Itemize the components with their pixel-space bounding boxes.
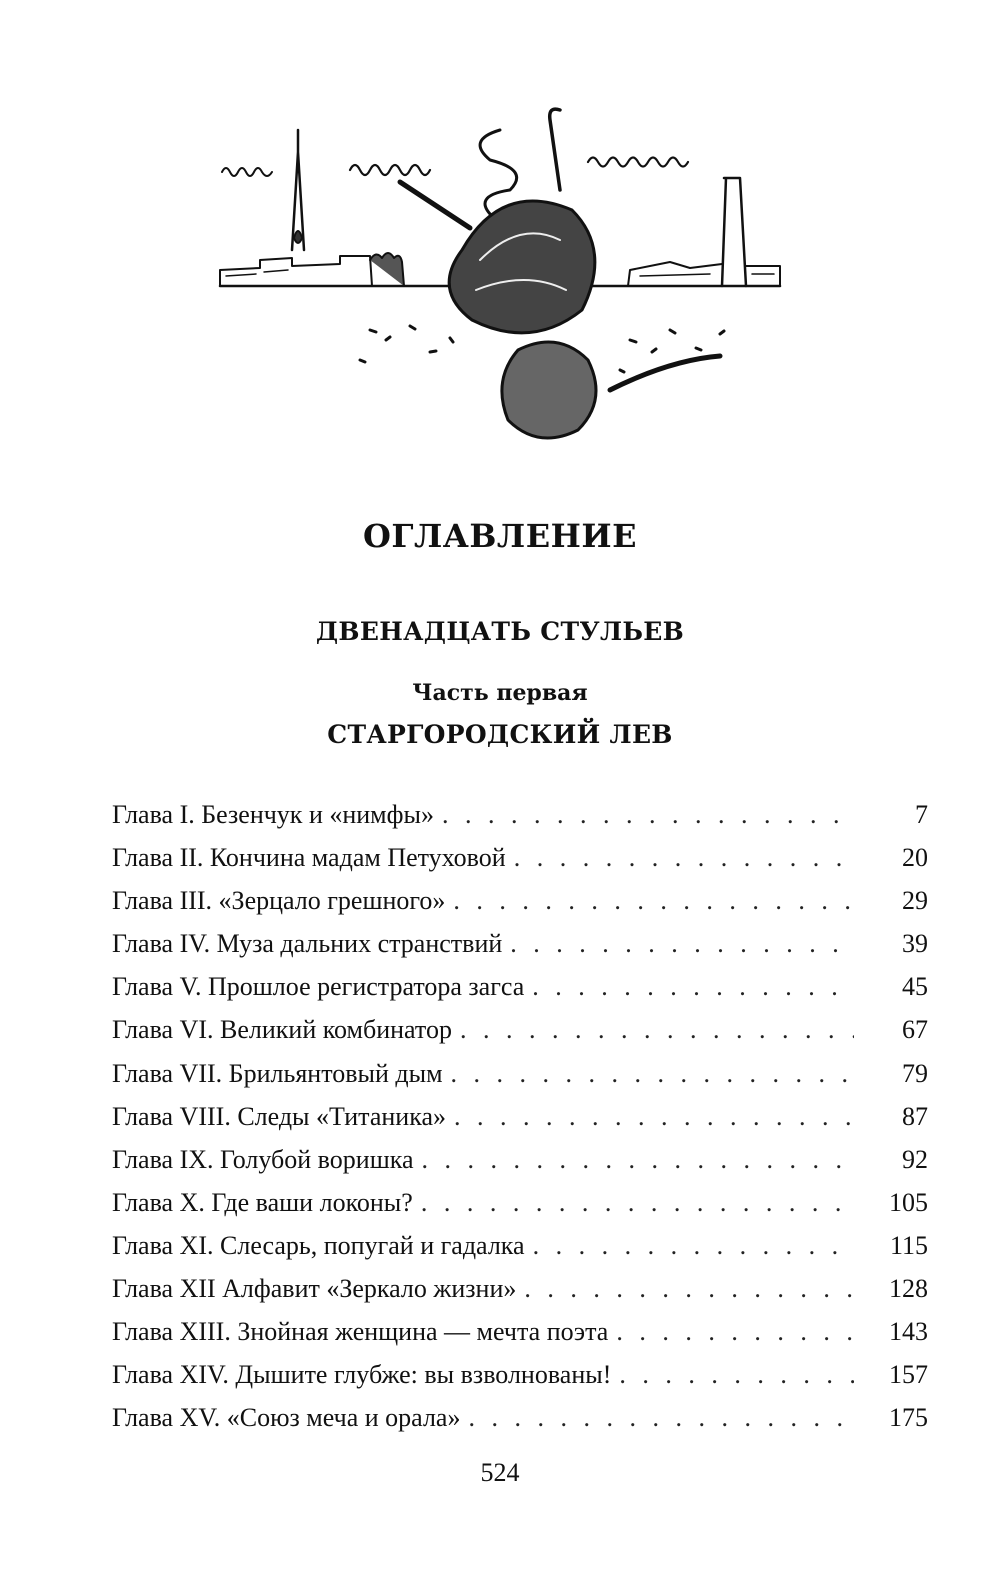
toc-entry [112, 843, 928, 886]
toc-entry-page: 143 [889, 1317, 928, 1347]
toc-entry [112, 1102, 928, 1145]
toc-entry-page: 157 [889, 1360, 928, 1390]
dot-leader [460, 1015, 854, 1045]
toc-entry-title: Глава VI. Великий комбинатор [112, 1015, 452, 1045]
toc-entry-title: Глава IV. Муза дальних странствий [112, 929, 503, 959]
toc-entry-page: 175 [889, 1403, 928, 1433]
scribble-left [222, 168, 272, 176]
toc-entry-title: Глава III. «Зерцало грешного» [112, 886, 446, 916]
toc-entry-title: Глава IX. Голубой воришка [112, 1144, 414, 1174]
dot-leader [533, 1231, 854, 1261]
toc-entry-title: Глава XII Алфавит «Зеркало жизни» [112, 1274, 517, 1304]
toc-entry-title: Глава VIII. Следы «Титаника» [112, 1101, 447, 1131]
dot-leader [524, 1274, 854, 1304]
spire-cap [294, 231, 302, 243]
toc-entry-page: 87 [902, 1101, 928, 1131]
toc-entry-page: 67 [902, 1015, 928, 1045]
factory-chimney [722, 178, 746, 286]
toc-entry [112, 1360, 928, 1403]
part-label: Часть первая [412, 680, 588, 706]
chair-leg-left [400, 182, 470, 228]
dot-leader [619, 1360, 854, 1390]
dot-leader [468, 1403, 854, 1433]
toc-entry [112, 1188, 928, 1231]
toc-entry-title: Глава XV. «Союз меча и орала» [112, 1403, 461, 1433]
toc-entry-title: Глава XIV. Дышите глубже: вы взволнованы! [112, 1360, 612, 1390]
chair-leg-right [610, 356, 720, 390]
toc-entry-title: Глава XI. Слесарь, попугай и гадалка [112, 1230, 525, 1260]
toc-entry-title: Глава I. Безенчук и «нимфы» [112, 800, 434, 829]
toc-entry [112, 929, 928, 972]
scribble-mid [350, 165, 430, 175]
toc-entry-page: 39 [902, 929, 928, 959]
toc-entry-title: Глава X. Где ваши локоны? [112, 1187, 413, 1217]
part-title: СТАРГОРОДСКИЙ ЛЕВ [327, 720, 673, 749]
dot-leader [421, 1188, 854, 1218]
table-of-contents [112, 800, 928, 1446]
toc-entry [112, 1317, 928, 1360]
chair-back [502, 342, 596, 438]
toc-entry [112, 1059, 928, 1102]
toc-entry-title: Глава VII. Брильянтовый дым [112, 1058, 443, 1088]
dot-leader [442, 800, 854, 830]
dot-leader [514, 843, 854, 873]
page-title: ОГЛАВЛЕНИЕ [363, 517, 637, 555]
page-number: 524 [480, 1458, 520, 1487]
toc-entry-page: 45 [902, 972, 928, 1002]
toc-entry-page: 20 [902, 843, 928, 873]
dot-leader [510, 929, 854, 959]
toc-entry-page: 115 [889, 1230, 928, 1260]
toc-entry [112, 1015, 928, 1058]
toc-entry [112, 1231, 928, 1274]
toc-entry [112, 886, 928, 929]
chair-seat [449, 201, 595, 333]
toc-entry-page: 128 [889, 1274, 928, 1304]
chairs-explosion-illustration [200, 90, 800, 460]
dot-leader [453, 886, 854, 916]
toc-entry-page: 7 [915, 800, 928, 829]
fortress-bush [370, 253, 404, 286]
toc-entry [112, 1403, 928, 1446]
illustration-drawing [200, 90, 800, 460]
fortress [220, 256, 372, 286]
toc-entry-page: 79 [902, 1058, 928, 1088]
dot-leader [451, 1059, 854, 1089]
toc-entry-page: 92 [902, 1144, 928, 1174]
dot-leader [532, 972, 854, 1002]
toc-entry-page: 105 [889, 1187, 928, 1217]
toc-entry-title: Глава II. Кончина мадам Петуховой [112, 843, 506, 873]
toc-entry [112, 1145, 928, 1188]
book-title: ДВЕНАДЦАТЬ СТУЛЬЕВ [315, 617, 685, 646]
toc-entry-page: 29 [902, 886, 928, 916]
dot-leader [454, 1102, 854, 1132]
dot-leader [616, 1317, 854, 1347]
toc-entry-title: Глава V. Прошлое регистратора загса [112, 972, 525, 1002]
toc-entry [112, 1274, 928, 1317]
toc-entry-title: Глава XIII. Знойная женщина — мечта поэта [112, 1317, 609, 1347]
toc-entry [112, 800, 928, 843]
chair-leg-top [550, 109, 560, 190]
toc-entry [112, 972, 928, 1015]
dot-leader [422, 1145, 855, 1175]
scribble-right [588, 158, 688, 167]
